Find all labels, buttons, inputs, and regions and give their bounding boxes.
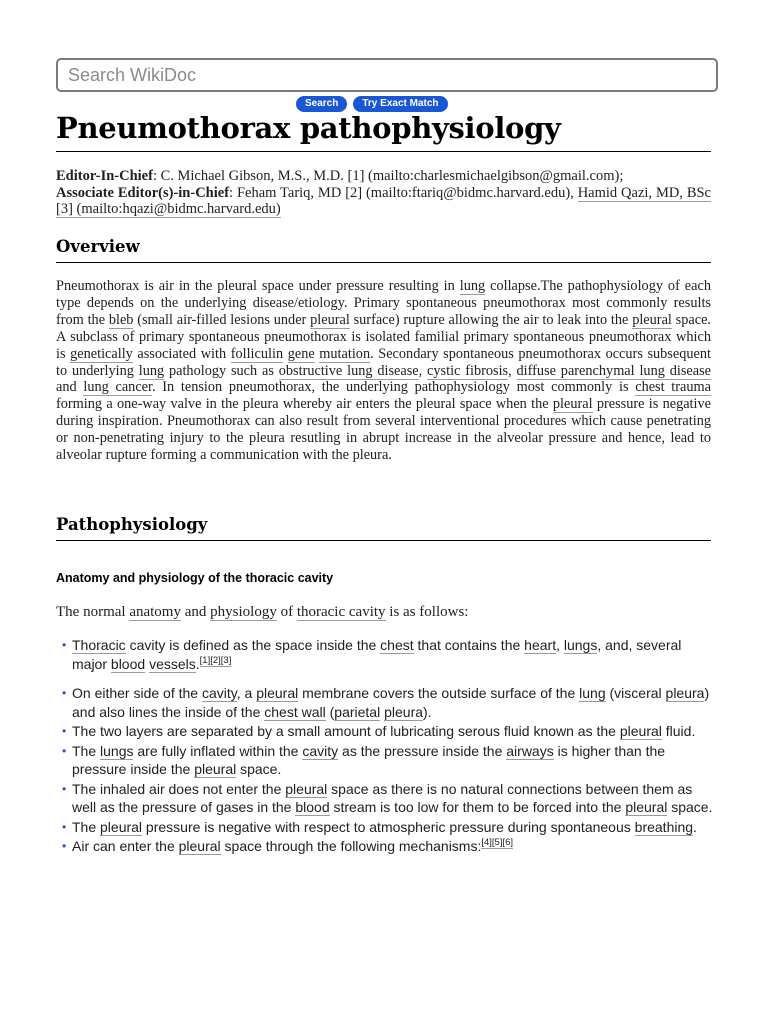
link-airways[interactable]: airways	[506, 742, 554, 759]
link-heart[interactable]: heart	[524, 637, 557, 653]
search-input[interactable]	[58, 60, 716, 90]
overview-text: ,	[418, 362, 428, 379]
overview-text: associated with	[132, 345, 231, 362]
link-pleural[interactable]: pleural	[256, 685, 299, 701]
exact-match-button[interactable]: Try Exact Match	[353, 96, 447, 112]
link-parietal[interactable]: parietal	[334, 703, 381, 720]
link-chest-wall[interactable]: chest wall	[264, 703, 326, 720]
overview-text: (small air-filled lesions under	[133, 311, 311, 328]
list-item	[56, 742, 716, 779]
anatomy-bullet-list	[56, 636, 716, 857]
page-title: Pneumothorax pathophysiology	[56, 111, 561, 145]
list-item	[56, 684, 716, 721]
link-folliculin[interactable]: folliculin	[230, 345, 284, 362]
item-text: Air can enter the	[72, 838, 179, 854]
link-cavity[interactable]: cavity	[201, 685, 237, 701]
overview-text: and	[56, 379, 84, 396]
item-text: The	[72, 742, 101, 759]
item-text: pressure is negative with respect to atmospheric pressure during spontaneous	[142, 818, 635, 835]
intro-text: and	[180, 604, 211, 620]
anatomy-intro	[56, 604, 468, 621]
associate-editor-label: Associate Editor(s)-in-Chief	[56, 184, 230, 201]
link-lung[interactable]: lung	[459, 278, 486, 294]
search-box[interactable]	[56, 58, 718, 92]
overview-text: ,	[508, 362, 517, 379]
item-text: are fully inflated within the	[133, 742, 303, 759]
item-text: , a	[236, 685, 257, 701]
intro-text: The normal	[56, 604, 130, 620]
link-diffuse-parenchymal-lung-disease[interactable]: diffuse parenchymal lung disease	[516, 362, 711, 379]
link-pleural[interactable]: pleural	[100, 818, 143, 835]
title-divider	[56, 151, 711, 152]
link-anatomy[interactable]: anatomy	[129, 604, 181, 620]
item-text: membrane covers the outside surface of the	[298, 685, 580, 701]
link-pleural[interactable]: pleural	[619, 723, 662, 739]
link-cavity[interactable]: cavity	[302, 742, 339, 759]
link-lung-cancer[interactable]: lung cancer	[83, 379, 152, 396]
overview-text: . Secondary spontaneous pneumothorax occurs subsequent to underlying	[56, 345, 711, 379]
link-thoracic-cavity[interactable]: thoracic cavity	[296, 604, 386, 620]
reference-citation[interactable]: [1][2][3]	[199, 654, 232, 666]
link-lungs[interactable]: lungs	[100, 742, 134, 759]
item-text: (	[325, 703, 335, 720]
item-text: that contains the	[413, 637, 525, 653]
link-pleural[interactable]: pleural	[625, 799, 668, 815]
overview-heading: Overview	[56, 237, 140, 256]
list-item	[56, 780, 716, 817]
item-text: ) and also lines the inside of the	[72, 685, 710, 720]
link-pleural[interactable]: pleural	[194, 761, 237, 777]
link-blood[interactable]: blood	[295, 799, 330, 815]
editors-block	[56, 168, 711, 218]
bullet-icon: •	[62, 743, 67, 758]
bullet-icon: •	[62, 638, 67, 652]
overview-text: surface) rupture allowing the air to leak into the	[349, 311, 633, 328]
item-text: space through the following mechanisms:	[220, 838, 482, 854]
list-item	[56, 636, 716, 673]
item-text: space.	[667, 799, 713, 815]
search-button[interactable]: Search	[296, 96, 347, 112]
bullet-icon: •	[62, 686, 67, 700]
intro-text: is as follows:	[385, 604, 469, 620]
item-text: ,	[556, 637, 564, 653]
link-bleb[interactable]: bleb	[108, 311, 134, 328]
bullet-icon: •	[62, 781, 67, 796]
link-genetically[interactable]: genetically	[70, 345, 133, 362]
item-text: , and, several major	[72, 637, 682, 672]
item-text: On either side of the	[72, 685, 202, 701]
item-text: The inhaled air does not enter the	[72, 780, 286, 797]
item-text: (visceral	[605, 685, 666, 701]
item-text: is higher than the pressure inside the	[72, 742, 666, 777]
bullet-icon: •	[62, 819, 67, 834]
pathophysiology-heading: Pathophysiology	[56, 515, 208, 534]
associate-editor-text: : Feham Tariq, MD [2] (mailto:ftariq@bidmc.harvard.edu),	[229, 184, 574, 201]
overview-text: collapse.The pathophysiology of each type depends on the underlying disease/etiology. Primary spontaneous pneumothorax most commonly results from the	[56, 278, 711, 328]
overview-text: forming a one-way valve in the pleura whereby air enters the pleural space when the	[56, 396, 553, 413]
item-text: ).	[423, 703, 432, 720]
link-pleural[interactable]: pleural	[285, 780, 328, 797]
item-text: .	[195, 655, 200, 672]
link-pleural[interactable]: pleural	[632, 311, 672, 328]
link-pleura[interactable]: pleura	[384, 703, 424, 720]
link-chest-trauma[interactable]: chest trauma	[635, 379, 711, 396]
item-text: cavity is defined as the space inside the	[125, 637, 381, 653]
anatomy-subheading: Anatomy and physiology of the thoracic cavity	[56, 571, 334, 585]
item-text: fluid.	[661, 723, 696, 739]
link-physiology[interactable]: physiology	[210, 604, 277, 620]
link-lung[interactable]: lung	[579, 685, 606, 701]
pathophysiology-divider	[56, 540, 711, 541]
link-gene[interactable]: gene	[287, 345, 315, 362]
link-vessels[interactable]: vessels	[149, 655, 196, 672]
list-item	[56, 818, 716, 837]
overview-text: Pneumothorax is air in the pleural space under pressure resulting in	[56, 278, 460, 294]
editor-in-chief-label: Editor-In-Chief	[56, 168, 153, 184]
item-text: space.	[236, 761, 282, 777]
link-breathing[interactable]: breathing	[634, 818, 694, 835]
overview-text: space. A subclass of primary spontaneous pneumothorax is isolated familial primary spontaneous pneumothorax which is	[56, 311, 711, 362]
item-text: as the pressure inside the	[338, 742, 507, 759]
link-blood[interactable]: blood	[110, 655, 146, 672]
link-cystic-fibrosis[interactable]: cystic fibrosis	[427, 362, 509, 379]
link-mutation[interactable]: mutation	[319, 345, 371, 362]
list-item	[56, 722, 716, 741]
link-chest[interactable]: chest	[380, 637, 414, 653]
item-text: .	[693, 818, 697, 835]
link-lungs[interactable]: lungs	[563, 637, 598, 653]
link-pleural[interactable]: pleural	[178, 838, 221, 854]
reference-citation[interactable]: [4][5][6]	[481, 837, 514, 849]
bullet-icon: •	[62, 839, 67, 853]
link-pleural[interactable]: pleural	[552, 396, 593, 413]
overview-text: pressure is negative during inspiration. Pneumothorax can also result from several interventional procedures which cause penetrating or non-penetrating injury to the pleura resutling in abrupt increase in the alveolar pressure and hence, lead to alveolar rupture forming a communication with the pleura.	[56, 396, 711, 464]
link-thoracic[interactable]: Thoracic	[72, 637, 126, 653]
link-pleural[interactable]: pleural	[310, 311, 350, 328]
item-text: The	[72, 818, 101, 835]
item-text: stream is too low for them to be forced into the	[329, 799, 626, 815]
editor-in-chief-text: : C. Michael Gibson, M.S., M.D. [1] (mailto:charlesmichaelgibson@gmail.com);	[152, 168, 624, 184]
item-text: The two layers are separated by a small amount of lubricating serous fluid known as the	[72, 723, 620, 739]
overview-divider	[56, 262, 711, 263]
overview-paragraph	[56, 278, 711, 464]
overview-text: pathology such as	[164, 362, 279, 379]
link-obstructive-lung-disease[interactable]: obstructive lung disease	[278, 362, 419, 379]
item-text: space as there is no natural connections between them as well as the pressure of gases in the	[72, 780, 693, 815]
intro-text: of	[276, 604, 297, 620]
overview-text: . In tension pneumothorax, the underlying pathophysiology most commonly is	[152, 379, 636, 396]
bullet-icon: •	[62, 724, 67, 738]
link-pleura[interactable]: pleura	[665, 685, 705, 701]
link-lung[interactable]: lung	[138, 362, 165, 379]
associate-editor-text-2[interactable]: Hamid Qazi, MD, BSc [3] (mailto:hqazi@bidmc.harvard.edu)	[56, 184, 711, 217]
list-item	[56, 837, 716, 856]
